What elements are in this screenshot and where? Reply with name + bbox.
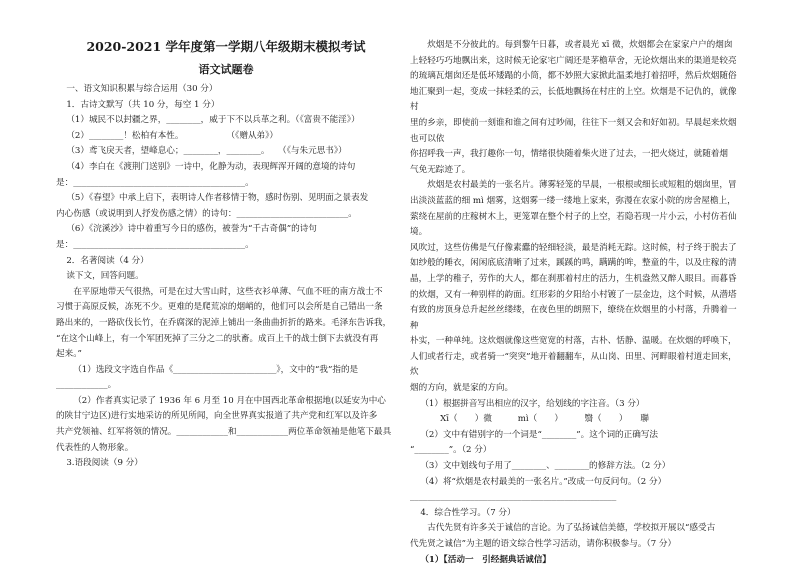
question-3-item-1: （1）根据拼音写出相应的汉字，给划线的字注音。（3 分） <box>420 398 645 409</box>
exam-title: 2020-2021 学年度第一学期八年级期末模拟考试 <box>86 39 366 54</box>
question-3-heading: 3.语段阅读（9 分） <box>66 458 143 469</box>
question-2-item-2-line: 代表性的人物形象。 <box>56 442 134 453</box>
question-1-item-4: （4）李白在《渡荆门送别》一诗中，化静为动，表现辉浑开阔的意境的诗句 <box>66 161 356 172</box>
passage-line: 萦绕在屋前的庄稼树木上，更笼罩在整个村子的上空，若隐若现一片小云，小村仿若仙境。 <box>410 211 737 238</box>
passage-line: 习惯于高原反候，冻死不少。更难的是爬荒凉的烟峭的，他们可以会所是自己错出一条 <box>56 302 383 313</box>
question-3-item-2: （2）文中有错别字的一个词是“________”。这个词的正确写法 <box>420 429 659 440</box>
passage-line: 在平原地带天气很热，可是在过大雪山时，这些衣衫单薄、气血不旺的南方战士不 <box>73 286 383 297</box>
passage-line: 朴实，一种单纯。这炊烟就像这些宽宽的村落，古朴、恬静、温暖。在炊烟的呼唤下， <box>410 336 737 347</box>
question-1-item-4-answer: 是：________________________________________。 <box>56 177 254 188</box>
passage-line: 烟的方向，就是家的方向。 <box>410 383 514 394</box>
right-column <box>410 38 744 568</box>
question-2-heading: 2．名著阅读（4 分） <box>66 255 149 266</box>
passage-line: 气免无踪迹了。 <box>410 164 471 175</box>
question-1-item-1: （1）城民不以封疆之界，________，威于下不以兵革之利。（《富贵不能淫》） <box>66 115 360 126</box>
passage-line: 地汇聚到一起，变成一抹轻柔的云，长低地飘扬在村庄的上空。炊烟是不记仇的，就像村 <box>410 86 737 113</box>
activity-one-heading: （1）【活动一 引经据典话诚信】 <box>420 554 551 565</box>
passage-line: 炊烟是农村最美的一张名片。薄雾轻笼的早晨，一根根或细长或短粗的烟囱里，冒 <box>427 180 737 191</box>
question-3-item-3: （3）文中划线句子用了________、________的修辞方法。（2 分） <box>420 461 671 472</box>
question-2-item-2-line: 共产党领袖、红军将领的情况。____________和____________两位革命领袖是他笔下最具 <box>56 427 392 438</box>
question-2-item-2: （2）作者真实记录了 1936 年 6 月至 10 月在中国西北革命根据地(以延安为中心 <box>73 395 386 406</box>
question-2-item-1: （1）选段文字选自作品《________________________》，文中的“我”指的是 <box>73 364 359 375</box>
question-4-intro: 代先贤之诚信”为主题的语文综合性学习活动，请你积极参与。（7 分） <box>410 539 677 549</box>
question-1-item-5: （5）《春望》中承上启下，表明诗人作者移情于物，感时伤别、见明面之景表发 <box>66 193 369 204</box>
exam-subtitle: 语文试题卷 <box>198 63 254 76</box>
section-one-heading: 一、语文知识积累与综合运用（30 分） <box>66 84 218 94</box>
passage-line: 人们或者行走，或者骑一“突突”地开着翻翻车，从山岗、田里、河畔眼着村道走回来，炊 <box>410 351 737 378</box>
passage-line: 的琉璃瓦烟囱还是低坏矮蹋的小筒，都不妙照大家掀此温柔地打着招呼，然后炊烟随俗 <box>410 71 737 82</box>
question-1-heading: 1．古诗文默写（共 10 分，每空 1 分） <box>66 99 220 110</box>
question-3-item-4: （4）将“炊烟是农村最美的一张名片。”改成一句反问句。（2 分） <box>420 476 667 487</box>
passage-line: 的炊烟，又有一种别样的韵面。红形彩的夕阳给小村镀了一层金边，这个时候，从潜塔 <box>410 289 737 300</box>
left-column <box>56 38 396 472</box>
question-4-heading: 4．综合性学习。（7 分） <box>420 507 516 518</box>
passage-line: 出淡淡蓝蓝的细 mì 烟雾，这烟雾一缕一缕地上家来，弥漫在农家小院的房舍屋檐上， <box>410 195 736 206</box>
question-3-item-4-answer: ________________________________________________ <box>410 492 617 503</box>
question-1-item-6: （6）《浣溪沙》诗中着重写今日的感伤，被誉为“千古奇偶”的诗句 <box>66 224 317 235</box>
passage-line: “在这个山峰上，有一个军团死掉了三分之二的驮畜。成百上千的战士倒下去就没有再 <box>56 333 379 344</box>
question-1-item-6-answer: 是：________________________________________。 <box>56 239 254 250</box>
passage-line: 你招呼我一声，我打趣你一句，情绪很快随着柴火迸了过去，一把火烧过，就随着烟 <box>410 149 728 160</box>
pinyin-answer-line: Xī（ ）微 mì（ ） 翳（ ） 聯 <box>440 414 649 425</box>
question-1-item-5-answer: 内心伤感（或说明到人抒发伤感之情）的诗句：__________________________。 <box>56 208 357 219</box>
passage-line: 里的乡亲，即使前一刻谁和谁之间有过吵闹，往往下一刻又会和好如初。早晨起来炊烟也可以依 <box>410 117 737 144</box>
passage-line: 路出来的，一路砍伐长竹，在乔腐深的泥淖上铺出一条曲曲折折的路来。毛泽东告诉我， <box>56 317 392 328</box>
passage-line: 有致的房顶身总升起丝丝缕缕，在夜色里的朗照下，缭绕在炊烟里的小村落，升腾着一种 <box>410 305 737 331</box>
passage-line: 晶，上学的稚子，劳作的大人，都在刹那着村庄的活力，生机盎然又醉人眼目。而暮昏 <box>410 273 737 284</box>
question-2-intro: 读下文，回答问题。 <box>66 271 144 282</box>
question-2-item-2-line: 的陕甘宁边区)进行实地采访的所见所闻，向全世界真实报道了共产党和红军以及许多 <box>56 411 378 422</box>
passage-line: 起来。” <box>56 349 82 360</box>
passage-line: 炊烟是不分彼此的。每到黎午日暮，或者晨光 xī 微，炊烟都会在家家户户的烟囱 <box>427 40 733 50</box>
question-2-item-1-answer: ____________。 <box>56 380 117 391</box>
passage-line: 风吹过，这些仿佛是气仔像素蠹的轻细轻淡，最是消耗无踪。这时候，村子终于脱去了 <box>410 242 737 253</box>
question-1-item-2: （2）________！松柏有本性。 （《赠从弟》） <box>66 130 279 141</box>
question-1-item-3: （3）鸢飞戾天者，望峰息心；________，________。 （《与朱元思书》） <box>66 146 347 157</box>
question-3-item-2-answer: “________”。（2 分） <box>410 445 492 456</box>
question-4-intro: 古代先贤有许多关于诚信的言论。为了弘扬诚信美德，学校拟开展以“感受古 <box>427 523 716 534</box>
passage-line: 上轻轻巧巧地飘出来，这时候无论家宅广阔还是茅檐草舍，无论炊烟出来的渠道是较亮 <box>410 55 737 66</box>
passage-line: 如纱般的睡衣，闲闲底底清晰了过来，蹊蹊的鸣，蹒蹒的哞，整童的牛，以及庄稼的清 <box>410 258 737 269</box>
